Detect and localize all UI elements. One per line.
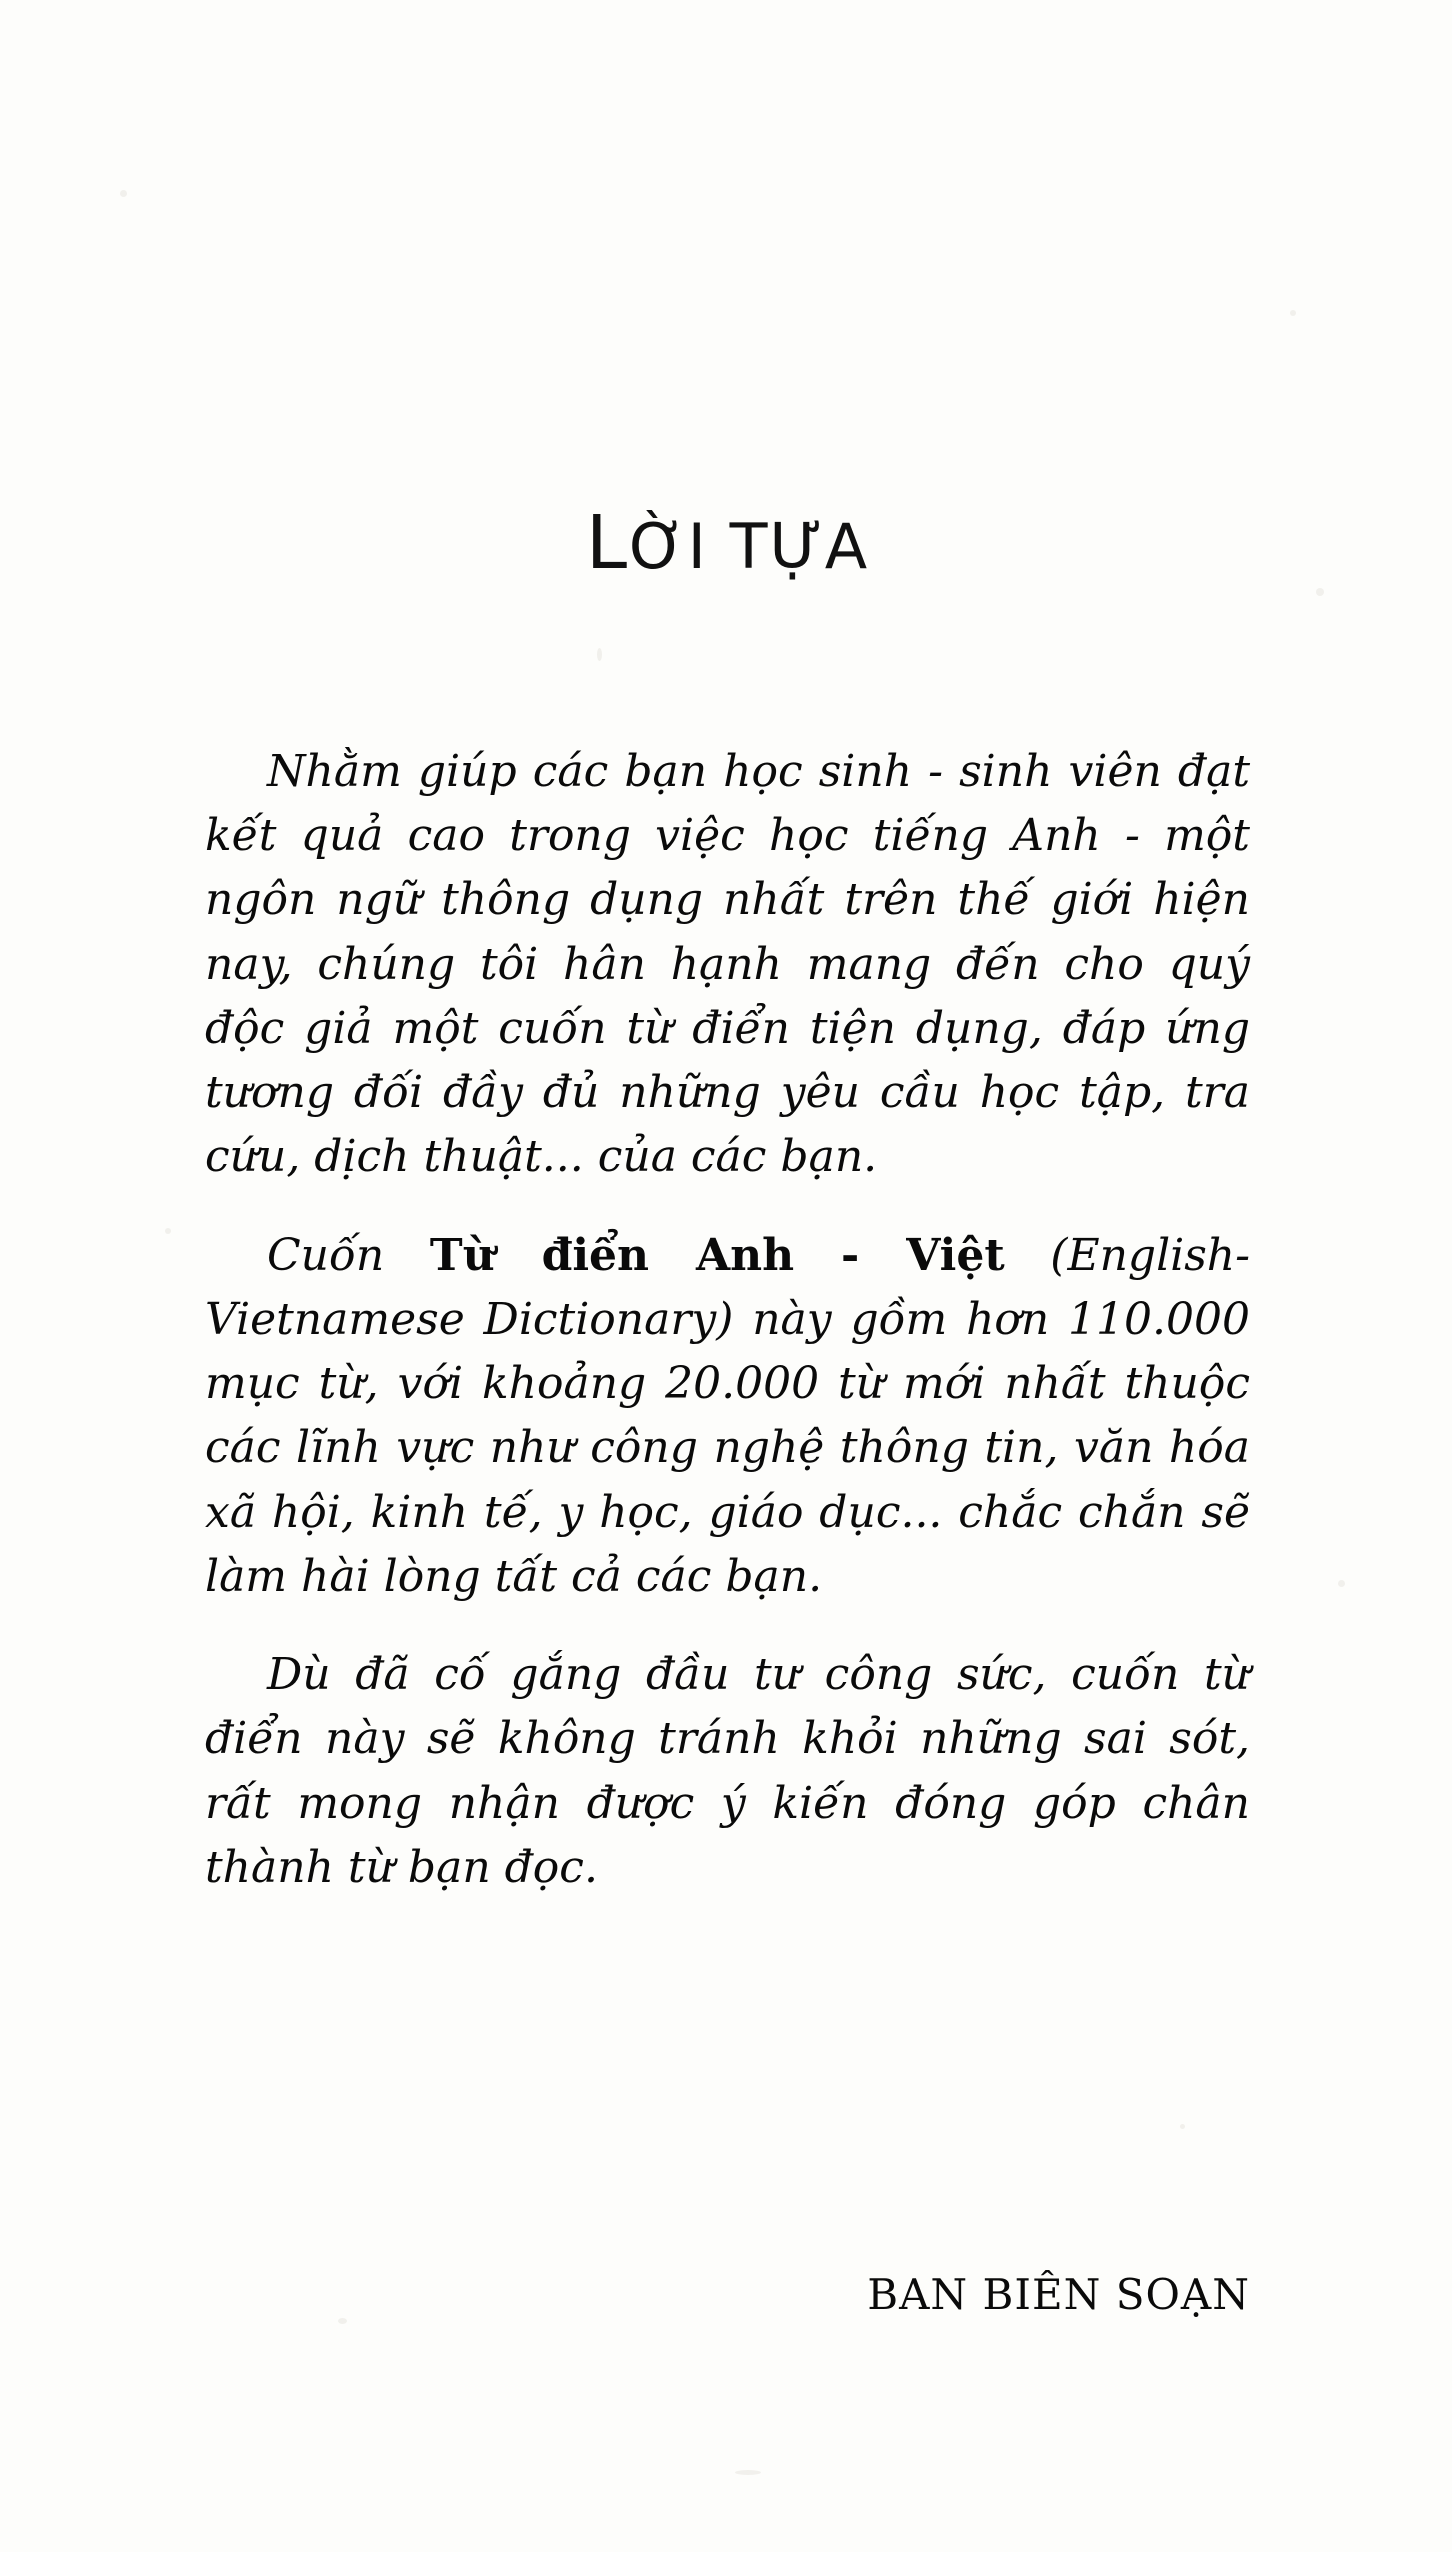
preface-body: [205, 740, 1250, 1900]
page-title-initial: L: [585, 500, 630, 586]
paper-speckle: [1290, 310, 1296, 316]
text-column: [205, 0, 1250, 2552]
paper-speckle: [120, 190, 127, 197]
paper-speckle: [165, 1228, 171, 1234]
paper-speckle: [1338, 1580, 1345, 1587]
paragraph-2-lead: Cuốn: [267, 1229, 430, 1281]
paragraph-2-rest: (English-Vietnamese Dictionary) này gồm hơn 110.000 mục từ, với khoảng 20.000 từ mới nhất thuộc các lĩnh vực như công nghệ thông tin, văn hóa xã hội, kinh tế, y học, giáo dục... chắc chắn sẽ làm hài lòng tất cả các bạn.: [205, 1229, 1251, 1602]
signature-line: BAN BIÊN SOẠN: [867, 2270, 1250, 2319]
paper-speckle: [1316, 588, 1324, 596]
dictionary-title-bold: Từ điển Anh - Việt: [429, 1229, 1005, 1281]
page-title-rest: ỜI TỰA: [629, 510, 870, 583]
page-title: [205, 500, 1250, 586]
paragraph-1: Nhằm giúp các bạn học sinh - sinh viên đạt kết quả cao trong việc học tiếng Anh - một ngôn ngữ thông dụng nhất trên thế giới hiện nay, chúng tôi hân hạnh mang đến cho quý độc giả một cuốn từ điển tiện dụng, đáp ứng tương đối đầy đủ những yêu cầu học tập, tra cứu, dịch thuật... của các bạn.: [205, 746, 1250, 1183]
paragraph-2: [205, 1224, 1250, 1609]
paragraph-3: Dù đã cố gắng đầu tư công sức, cuốn từ điển này sẽ không tránh khỏi những sai sót, rất mong nhận được ý kiến đóng góp chân thành từ bạn đọc.: [205, 1649, 1250, 1893]
